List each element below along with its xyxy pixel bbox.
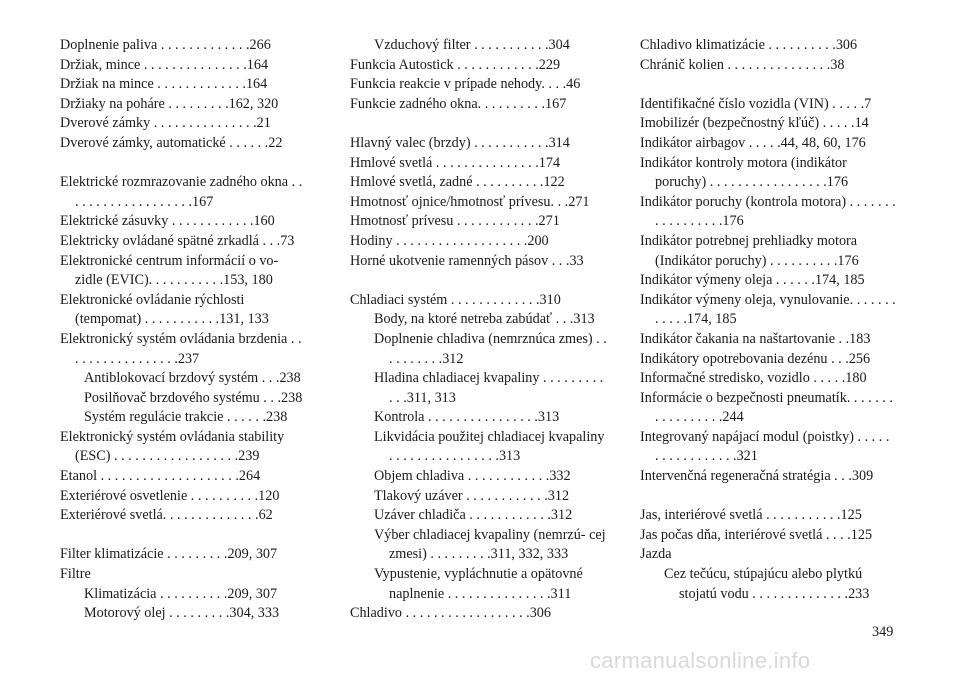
index-entry: Hmotnosť prívesu . . . . . . . . . . . .271 <box>350 213 560 230</box>
index-entry: Horné ukotvenie ramenných pásov . . .33 <box>350 252 584 269</box>
index-entry: Indikátor výmeny oleja . . . . . .174, 185 <box>640 272 865 289</box>
index-subentry: Vypustenie, vypláchnutie a opätovné naplnenie . . . . . . . . . . . . . . .311 <box>374 566 583 602</box>
index-subentry: Body, na ktoré netreba zabúdať . . .313 <box>374 311 595 328</box>
index-entry: Informácie o bezpečnosti pneumatík. . . . . . . . . . . . . . . . .244 <box>640 389 893 426</box>
index-entry: Chránič kolien . . . . . . . . . . . . . . .38 <box>640 56 845 73</box>
index-subentry: Vzduchový filter . . . . . . . . . . .304 <box>374 37 570 53</box>
index-entry: Indikátory opotrebovania dezénu . . .256 <box>640 350 871 367</box>
index-group-gap <box>350 271 608 291</box>
index-entry: Hmlové svetlá . . . . . . . . . . . . . . .174 <box>350 154 561 171</box>
index-entry: Doplnenie paliva . . . . . . . . . . . . .266 <box>60 37 271 53</box>
index-entry: Jas počas dňa, interiérové svetlá . . . .125 <box>640 526 873 543</box>
index-entry: Chladiaci systém . . . . . . . . . . . . .310 <box>350 291 561 308</box>
index-subentry: Uzáver chladiča . . . . . . . . . . . .312 <box>374 507 573 524</box>
index-entry: Jas, interiérové svetlá . . . . . . . . . . .125 <box>640 507 862 524</box>
index-entry: Indikátor výmeny oleja, vynulovanie. . . . . . . . . . . .174, 185 <box>640 291 896 328</box>
index-entry: Indikátor poruchy (kontrola motora) . . . . . . . . . . . . . . . . .176 <box>640 193 896 230</box>
index-entry: Filter klimatizácie . . . . . . . . .209, 307 <box>60 546 278 563</box>
page-number: 349 <box>872 624 894 640</box>
index-entry: Exteriérové svetlá. . . . . . . . . . . . . .62 <box>60 507 273 524</box>
index-entry: Etanol . . . . . . . . . . . . . . . . . . . .264 <box>60 468 261 485</box>
index-entry: Držiaky na poháre . . . . . . . . .162, 320 <box>60 95 279 112</box>
index-entry: Elektricky ovládané spätné zrkadlá . . .73 <box>60 232 295 249</box>
index-subentry: Systém regulácie trakcie . . . . . .238 <box>84 409 288 426</box>
index-entry: Filtre <box>60 566 91 583</box>
index-subentry: Objem chladiva . . . . . . . . . . . .332 <box>374 468 571 485</box>
index-entry: Dverové zámky . . . . . . . . . . . . . . .21 <box>60 115 271 132</box>
index-entry: Integrovaný napájací modul (poistky) . . . . . . . . . . . . . . . . .321 <box>640 428 890 465</box>
index-subentry: Doplnenie chladiva (nemrznúca zmes) . . . . . . . . . .312 <box>374 330 607 367</box>
index-entry: Držiak, mince . . . . . . . . . . . . . . .164 <box>60 56 269 73</box>
index-entry: Informačné stredisko, vozidlo . . . . .180 <box>640 370 867 387</box>
watermark: carmanualsonline.info <box>590 648 811 673</box>
index-entry: Elektrické rozmrazovanie zadného okna . . . . . . . . . . . . . . . . . . .167 <box>60 174 303 210</box>
index-column-2 <box>350 36 608 624</box>
index-entry: Elektronický systém ovládania stability (ESC) . . . . . . . . . . . . . . . . . .239 <box>60 428 285 465</box>
index-subentry: Motorový olej . . . . . . . . .304, 333 <box>84 605 280 622</box>
index-entry: Elektronické ovládanie rýchlosti (tempomat) . . . . . . . . . . .131, 133 <box>60 291 269 328</box>
index-subentry: Likvidácia použitej chladiacej kvapaliny . . . . . . . . . . . . . . . .313 <box>374 428 605 465</box>
index-subentry: Hladina chladiacej kvapaliny . . . . . . . . . . . .311, 313 <box>374 370 604 406</box>
index-entry: Hmlové svetlá, zadné . . . . . . . . . .122 <box>350 174 565 191</box>
index-entry: Chladivo . . . . . . . . . . . . . . . . . .306 <box>350 605 551 622</box>
index-entry: Exteriérové osvetlenie . . . . . . . . . .120 <box>60 487 280 504</box>
index-subentry: Cez tečúcu, stúpajúcu alebo plytkú stojatú vodu . . . . . . . . . . . . . .233 <box>664 566 870 602</box>
index-subentry: Posilňovač brzdového systému . . .238 <box>84 389 303 406</box>
index-entry: Elektrické zásuvky . . . . . . . . . . . .160 <box>60 213 275 230</box>
index-entry: Chladivo klimatizácie . . . . . . . . . .306 <box>640 37 858 53</box>
index-entry: Intervenčná regeneračná stratégia . . .309 <box>640 468 874 485</box>
index-entry: Indikátor airbagov . . . . .44, 48, 60, 176 <box>640 134 866 151</box>
index-entry: Indikátor potrebnej prehliadky motora (Indikátor poruchy) . . . . . . . . . .176 <box>640 232 859 269</box>
index-group-gap <box>640 487 896 507</box>
index-subentry: Antiblokovací brzdový systém . . .238 <box>84 370 301 387</box>
index-entry: Identifikačné číslo vozidla (VIN) . . . . .7 <box>640 95 872 112</box>
index-subentry: Klimatizácia . . . . . . . . . .209, 307 <box>84 585 278 602</box>
index-entry: Funkcia reakcie v prípade nehody. . . .46 <box>350 76 581 93</box>
index-entry: Hmotnosť ojnice/hmotnosť prívesu. . .271 <box>350 193 590 210</box>
index-entry: Funkcia Autostick . . . . . . . . . . . .229 <box>350 56 561 73</box>
index-entry: Funkcie zadného okna. . . . . . . . . .167 <box>350 95 567 112</box>
index-entry: Indikátor čakania na naštartovanie . .183 <box>640 330 871 347</box>
index-column-1 <box>60 36 308 624</box>
index-entry: Indikátor kontroly motora (indikátor poruchy) . . . . . . . . . . . . . . . . .176 <box>640 154 849 191</box>
index-group-gap <box>60 526 308 546</box>
index-subentry: Tlakový uzáver . . . . . . . . . . . .312 <box>374 487 570 504</box>
index-entry: Elektronický systém ovládania brzdenia . . . . . . . . . . . . . . . . .237 <box>60 330 302 367</box>
index-subentry: Kontrola . . . . . . . . . . . . . . . .313 <box>374 409 560 426</box>
index-entry: Hodiny . . . . . . . . . . . . . . . . . . .200 <box>350 232 549 249</box>
index-entry: Imobilizér (bezpečnostný kľúč) . . . . .14 <box>640 115 869 132</box>
index-group-gap <box>60 154 308 174</box>
index-column-3 <box>640 36 896 604</box>
index-entry: Držiak na mince . . . . . . . . . . . . .164 <box>60 76 268 93</box>
index-group-gap <box>640 75 896 95</box>
index-entry: Elektronické centrum informácií o vo- zidle (EVIC). . . . . . . . . . .153, 180 <box>60 252 279 289</box>
index-subentry: Výber chladiacej kvapaliny (nemrzú- cej zmesi) . . . . . . . . .311, 332, 333 <box>374 526 606 563</box>
index-entry: Hlavný valec (brzdy) . . . . . . . . . . .314 <box>350 134 570 151</box>
index-group-gap <box>350 114 608 134</box>
index-entry: Dverové zámky, automatické . . . . . .22 <box>60 134 283 151</box>
index-entry: Jazda <box>640 546 672 563</box>
